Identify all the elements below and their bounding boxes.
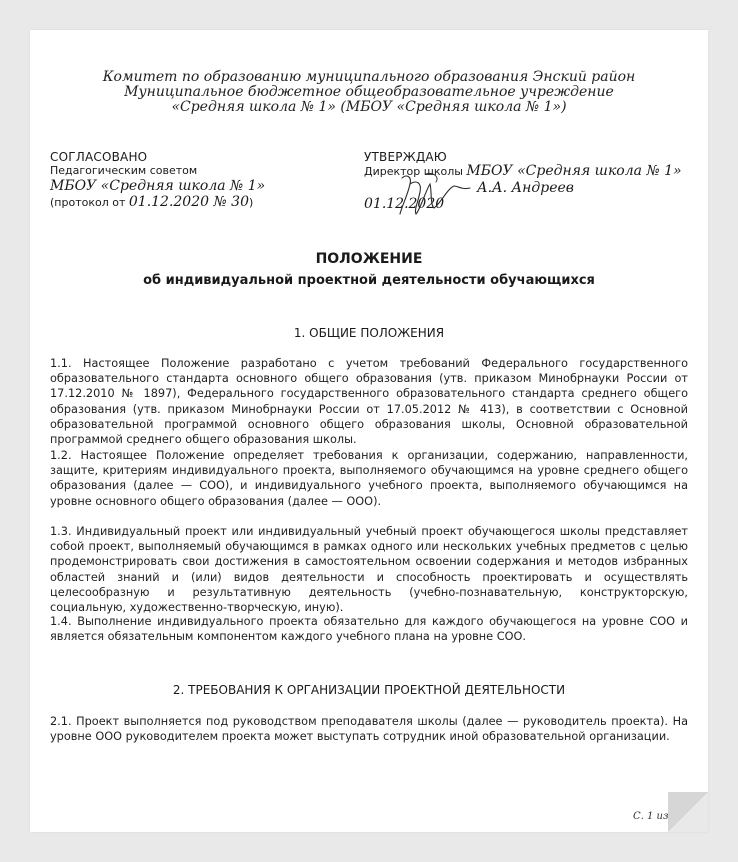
agreed-label: СОГЛАСОВАНО (50, 150, 148, 164)
paragraph-1-1: 1.1. Настоящее Положение разработано с учетом требований Федерального государственного образовательного стандарта основного общего образования (утв. приказом Минобрнауки России от 17.12.2010 № 1897), Федерального государственного образовательного стандарта среднего общего образования (утв. приказом Минобрнауки России от 17.05.2012 № 413), в соответствии с Основной образовательной программой основного общего образования школы, Основной образовательной программой среднего общего образования школы. (50, 357, 688, 447)
organization-header (30, 70, 708, 115)
director-name: А.А. Андреев (477, 180, 574, 196)
section-1-heading: 1. ОБЩИЕ ПОЛОЖЕНИЯ (293, 326, 445, 340)
document-subtitle: об индивидуальной проектной деятельности обучающихся (143, 273, 595, 288)
protocol-number-date: 01.12.2020 № 30 (128, 194, 249, 210)
paragraph-1-4: 1.4. Выполнение индивидуального проекта обязательно для каждого обучающегося на уровне СОО и является обязательным компонентом каждого учебного плана на уровне СОО. (50, 615, 688, 644)
protocol-prefix: (протокол от (50, 196, 129, 209)
agreed-protocol (50, 194, 350, 210)
approved-date: 01.12.2020 (364, 196, 445, 212)
paragraph-1-3: 1.3. Индивидуальный проект или индивидуальный учебный проект обучающегося школы представляет собой проект, выполняемый обучающимся в рамках одного или нескольких учебных предметов с целью продемонстрировать свои достижения в самостоятельном освоении содержания и методов избранных областей знаний и (или) видов деятельности и способность проектировать и осуществлять целесообразную и результативную деятельность (учебно-познавательную, конструкторскую, социальную, художественно-творческую, иную). (50, 525, 688, 615)
director-prefix: Директор школы (364, 165, 467, 178)
agreed-school: МБОУ «Средняя школа № 1» (50, 178, 266, 194)
paragraph-1-2: 1.2. Настоящее Положение определяет требования к организации, содержанию, направленности, защите, критериям индивидуального проекта, выполняемого обучающимся на уровне среднего общего образования (далее — СОО), и индивидуального учебного проекта, выполняемого обучающимся на уровне основного общего образования (далее — ООО). (50, 449, 688, 508)
page-number: С. 1 из 6 (633, 811, 678, 822)
director-school: МБОУ «Средняя школа № 1» (466, 163, 682, 179)
org-line-committee: Комитет по образованию муниципального образования Энский район (102, 69, 636, 85)
director-signature (396, 170, 476, 222)
org-line-school: «Средняя школа № 1» (МБОУ «Средняя школа № 1») (171, 99, 567, 115)
page-corner-fold (668, 792, 708, 832)
protocol-suffix: ) (249, 196, 254, 209)
section-2-heading: 2. ТРЕБОВАНИЯ К ОРГАНИЗАЦИИ ПРОЕКТНОЙ ДЕЯТЕЛЬНОСТИ (172, 683, 566, 697)
approved-label: УТВЕРЖДАЮ (364, 150, 447, 164)
paragraph-2-1: 2.1. Проект выполняется под руководством преподавателя школы (далее — руководитель проекта). На уровне ООО руководителем проекта может выступать сотрудник иной образовательной организации. (50, 715, 688, 744)
document-title: ПОЛОЖЕНИЕ (315, 251, 423, 267)
org-line-institution: Муниципальное бюджетное общеобразовательное учреждение (124, 84, 614, 100)
document-page (30, 30, 708, 832)
agreed-council: Педагогическим советом (50, 164, 198, 177)
approval-block-agreed (50, 150, 350, 210)
